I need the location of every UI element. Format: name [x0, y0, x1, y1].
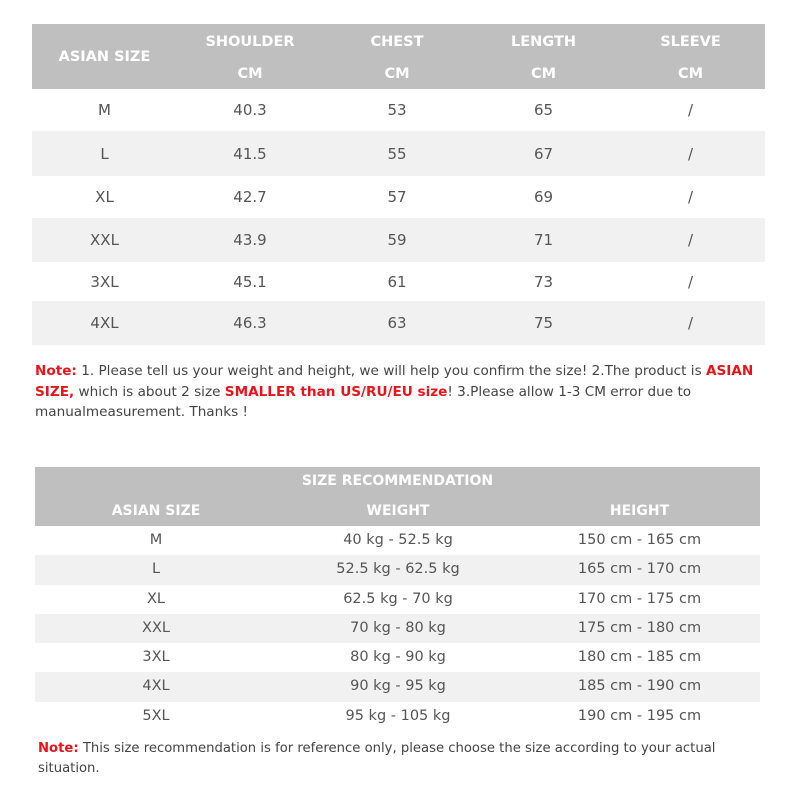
- cell-weight: 52.5 kg - 62.5 kg: [336, 561, 460, 578]
- note-text: 1. Please tell us your weight and height, we will help you confirm the size! 2.The product is: [76, 363, 706, 379]
- cell-sleeve: /: [687, 101, 694, 119]
- header-label: SHOULDER: [205, 33, 295, 50]
- measurement-table: [32, 24, 765, 345]
- table-row: [32, 262, 765, 301]
- note-text: ! 3.Please allow 1-3 CM error due to manualmeasurement. Thanks !: [35, 383, 692, 420]
- cell-weight: 80 kg - 90 kg: [350, 649, 446, 666]
- cell-length: 65: [533, 101, 554, 119]
- cell-shoulder: 40.3: [233, 101, 267, 119]
- cell-length: 67: [533, 144, 554, 163]
- header-unit: CM: [677, 65, 704, 82]
- cell-size: XXL: [142, 619, 170, 636]
- cell-weight: 70 kg - 80 kg: [350, 619, 446, 636]
- recommendation-note: [38, 739, 768, 778]
- header-label: CHEST: [370, 33, 424, 50]
- header-unit: CM: [384, 65, 410, 82]
- cell-shoulder: 43.9: [233, 231, 267, 249]
- cell-sleeve: /: [687, 144, 694, 163]
- cell-size: M: [98, 101, 111, 119]
- table-row: [35, 614, 760, 643]
- cell-length: 75: [533, 314, 554, 332]
- cell-shoulder: 41.5: [233, 144, 267, 163]
- table-row: [35, 702, 760, 731]
- cell-chest: 53: [387, 101, 407, 119]
- cell-size: 4XL: [142, 678, 170, 695]
- cell-height: 185 cm - 190 cm: [577, 678, 702, 695]
- cell-size: L: [151, 561, 161, 578]
- cell-length: 69: [533, 188, 554, 206]
- header-asian-size: [32, 24, 177, 89]
- table-row: [35, 555, 760, 584]
- table-row: [35, 585, 760, 614]
- table-row: [35, 526, 760, 555]
- table-row: [32, 176, 765, 218]
- cell-weight: 90 kg - 95 kg: [350, 678, 446, 695]
- cell-weight: 62.5 kg - 70 kg: [343, 590, 453, 607]
- cell-sleeve: /: [687, 231, 694, 249]
- table-row: [35, 672, 760, 701]
- header-chest: [323, 24, 471, 89]
- header-weight: WEIGHT: [366, 503, 430, 519]
- note-label: Note:: [35, 363, 77, 379]
- cell-shoulder: 46.3: [233, 314, 267, 332]
- cell-chest: 57: [387, 188, 407, 206]
- cell-weight: 95 kg - 105 kg: [345, 707, 451, 724]
- cell-size: XXL: [90, 231, 119, 249]
- cell-chest: 55: [387, 144, 407, 163]
- cell-chest: 63: [387, 314, 407, 332]
- cell-chest: 61: [387, 272, 407, 291]
- table-row: [35, 643, 760, 672]
- header-height: HEIGHT: [609, 503, 670, 519]
- cell-size: XL: [146, 590, 165, 607]
- cell-shoulder: 42.7: [233, 188, 267, 206]
- size-note: [35, 361, 770, 423]
- note-label: Note:: [38, 741, 79, 756]
- cell-height: 175 cm - 180 cm: [577, 619, 702, 636]
- cell-size: L: [100, 144, 109, 163]
- header-label: LENGTH: [511, 33, 576, 50]
- header-label: ASIAN SIZE: [58, 48, 151, 65]
- header-length: [471, 24, 616, 89]
- measurement-table-header: [32, 24, 765, 89]
- cell-size: 4XL: [90, 314, 119, 332]
- table-row: [32, 131, 765, 176]
- note-highlight-smaller: SMALLER than US/RU/EU size: [224, 383, 448, 400]
- note-text: This size recommendation is for reference only, please choose the size according to your actual situation.: [38, 741, 716, 776]
- cell-sleeve: /: [687, 314, 694, 332]
- size-recommendation-table: [35, 467, 760, 731]
- cell-weight: 40 kg - 52.5 kg: [343, 532, 453, 548]
- header-sleeve: [616, 24, 765, 89]
- cell-length: 71: [533, 231, 554, 249]
- note-text: which is about 2 size: [74, 383, 225, 400]
- cell-height: 190 cm - 195 cm: [577, 707, 702, 724]
- recommendation-table-header: [35, 467, 760, 526]
- cell-height: 170 cm - 175 cm: [577, 590, 702, 607]
- table-row: [32, 301, 765, 345]
- cell-size: 3XL: [142, 649, 170, 666]
- cell-sleeve: /: [687, 272, 694, 291]
- cell-length: 73: [533, 272, 554, 291]
- header-unit: CM: [237, 65, 263, 82]
- header-unit: CM: [530, 65, 557, 82]
- header-label: SLEEVE: [660, 33, 721, 50]
- cell-height: 180 cm - 185 cm: [577, 649, 702, 666]
- recommendation-title: SIZE RECOMMENDATION: [301, 473, 494, 489]
- header-shoulder: [177, 24, 323, 89]
- cell-size: 5XL: [142, 707, 170, 724]
- cell-size: XL: [95, 188, 114, 206]
- note-highlight-asian-size: ASIAN SIZE,: [35, 363, 754, 400]
- table-row: [32, 89, 765, 131]
- cell-sleeve: /: [687, 188, 694, 206]
- cell-height: 165 cm - 170 cm: [577, 561, 702, 578]
- cell-size: M: [149, 532, 163, 548]
- table-row: [32, 218, 765, 262]
- cell-shoulder: 45.1: [233, 272, 267, 291]
- cell-height: 150 cm - 165 cm: [577, 532, 702, 548]
- cell-chest: 59: [387, 231, 407, 249]
- header-asian-size: ASIAN SIZE: [111, 503, 201, 519]
- cell-size: 3XL: [90, 272, 119, 291]
